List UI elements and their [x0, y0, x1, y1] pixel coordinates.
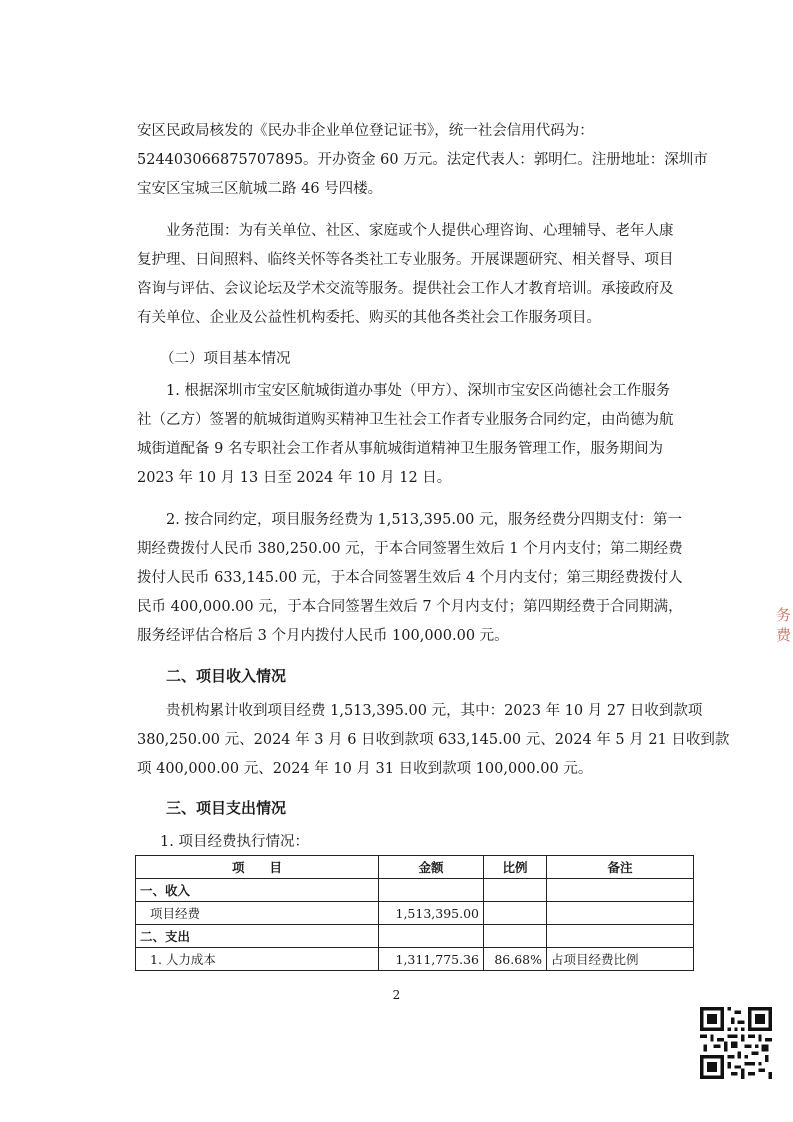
item2-line-3: 拨付人民币 633,145.00 元，于本合同签署生效后 4 个月内支付；第三期经费拨付人 — [137, 570, 683, 586]
cell-ratio — [484, 902, 547, 925]
income-line-2: 380,250.00 元、2024 年 3 月 6 日收到款项 633,145.00 元、2024 年 5 月 21 日收到款 — [137, 732, 730, 748]
header-amount: 金额 — [379, 856, 484, 879]
income-line-3: 项 400,000.00 元、2024 年 10 月 31 日收到款项 100,000.00 元。 — [137, 761, 593, 777]
cell-item: 二、支出 — [136, 925, 379, 948]
intro-paragraph — [137, 117, 708, 204]
cell-note — [547, 902, 694, 925]
income-line-1: 贵机构累计收到项目经费 1,513,395.00 元，其中：2023 年 10 月 27 日收到款项 — [166, 703, 703, 719]
cell-ratio — [484, 879, 547, 902]
cell-amount: 1,513,395.00 — [379, 902, 484, 925]
table-row — [136, 902, 694, 925]
item2-line-4: 民币 400,000.00 元，于本合同签署生效后 7 个月内支付；第四期经费于合同期满， — [137, 599, 683, 615]
expense-table — [135, 855, 694, 971]
item1-paragraph — [137, 377, 697, 493]
seal-stamp: 务 费 — [774, 607, 792, 642]
cell-note — [547, 925, 694, 948]
scope-paragraph — [137, 217, 697, 333]
item2-line-2: 期经费拨付人民币 380,250.00 元，于本合同签署生效后 1 个月内支付；第二期经费 — [137, 541, 683, 557]
cell-note: 占项目经费比例 — [547, 948, 694, 971]
cell-amount: 1,311,775.36 — [379, 948, 484, 971]
table-header-row — [136, 856, 694, 879]
expense-execution-title: 1. 项目经费执行情况： — [160, 834, 309, 850]
item1-line-1: 1. 根据深圳市宝安区航城街道办事处（甲方）、深圳市宝安区尚德社会工作服务 — [166, 383, 671, 399]
cell-ratio — [484, 925, 547, 948]
qr-code-icon — [700, 1007, 772, 1079]
section-income-title: 二、项目收入情况 — [166, 667, 287, 685]
item2-line-5: 服务经评估合格后 3 个月内拨付人民币 100,000.00 元。 — [137, 628, 509, 644]
intro-line-3: 宝安区宝城三区航城二路 46 号四楼。 — [137, 181, 383, 197]
table-row — [136, 925, 694, 948]
intro-line-1: 安区民政局核发的《民办非企业单位登记证书》，统一社会信用代码为： — [137, 123, 594, 139]
income-paragraph — [137, 697, 730, 784]
intro-line-2: 524403066875707895。开办资金 60 万元。法定代表人：郭明仁。注册地址：深圳市 — [137, 152, 708, 168]
cell-note — [547, 879, 694, 902]
cell-item: 1. 人力成本 — [136, 948, 379, 971]
subsection-basic-info-title: （二）项目基本情况 — [160, 351, 291, 367]
cell-amount — [379, 879, 484, 902]
item2-line-1: 2. 按合同约定，项目服务经费为 1,513,395.00 元，服务经费分四期支付：第一 — [166, 512, 683, 528]
cell-amount — [379, 925, 484, 948]
scope-line-2: 复护理、日间照料、临终关怀等各类社工专业服务。开展课题研究、相关督导、项目 — [137, 252, 674, 268]
item1-line-4: 2023 年 10 月 13 日至 2024 年 10 月 12 日。 — [137, 470, 452, 486]
scope-line-1: 业务范围：为有关单位、社区、家庭或个人提供心理咨询、心理辅导、老年人康 — [166, 223, 674, 239]
page-number: 2 — [392, 988, 401, 1002]
cell-item: 项目经费 — [136, 902, 379, 925]
section-expense-title: 三、项目支出情况 — [166, 799, 287, 817]
cell-item: 一、收入 — [136, 879, 379, 902]
header-item: 项 目 — [136, 856, 379, 879]
item1-line-3: 城街道配备 9 名专职社会工作者从事航城街道精神卫生服务管理工作，服务期间为 — [137, 441, 663, 457]
item2-paragraph — [137, 506, 697, 651]
table-row — [136, 948, 694, 971]
header-note: 备注 — [547, 856, 694, 879]
table-row — [136, 879, 694, 902]
item1-line-2: 社（乙方）签署的航城街道购买精神卫生社会工作者专业服务合同约定，由尚德为航 — [137, 412, 674, 428]
header-ratio: 比例 — [484, 856, 547, 879]
scope-line-4: 有关单位、企业及公益性机构委托、购买的其他各类社会工作服务项目。 — [137, 310, 601, 326]
scope-line-3: 咨询与评估、会议论坛及学术交流等服务。提供社会工作人才教育培训。承接政府及 — [137, 281, 674, 297]
cell-ratio: 86.68% — [484, 948, 547, 971]
